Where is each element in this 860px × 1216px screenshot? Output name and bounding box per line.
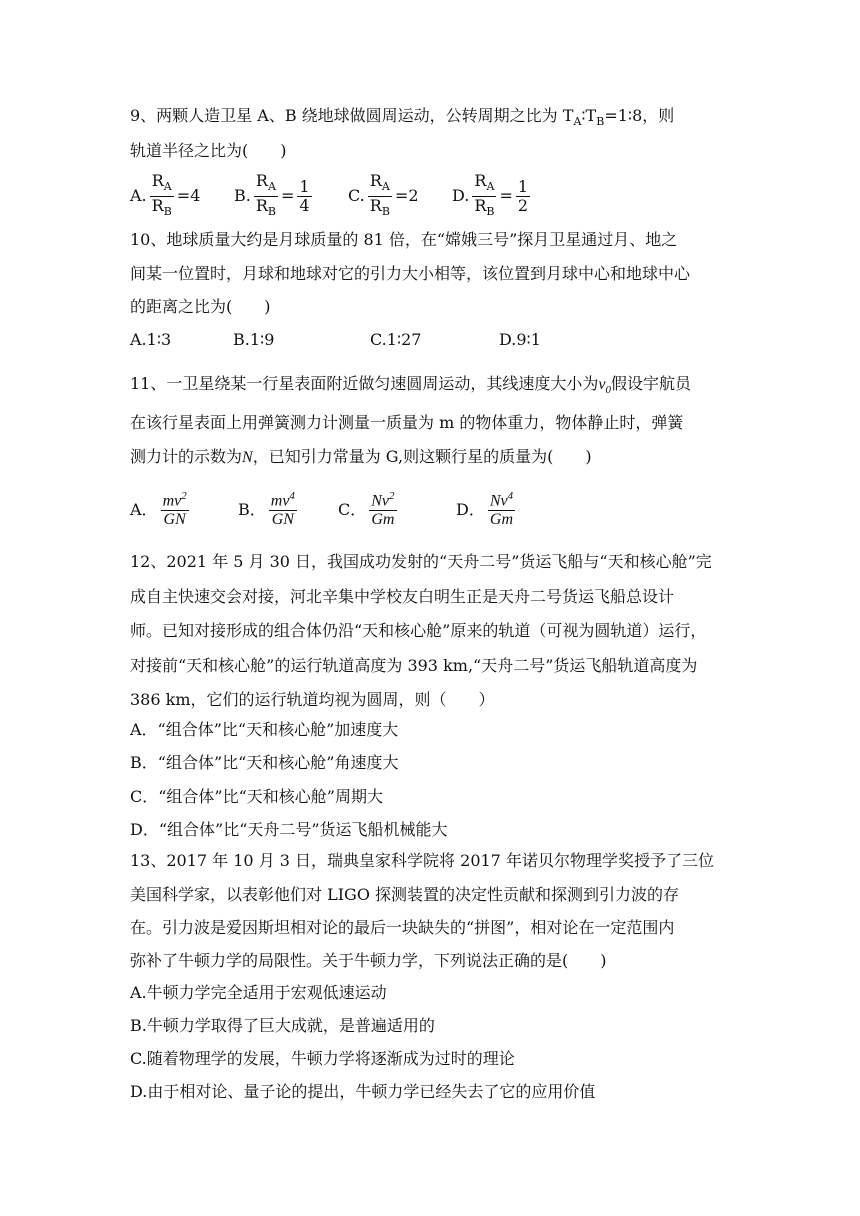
q10-stem-line-3: 的距离之比为( ) [130, 297, 271, 316]
q10-stem-line-2: 间某一位置时，月球和地球对它的引力大小相等，该位置到月球中心和地球中心 [130, 264, 691, 283]
q11-option-d: D． $\frac{Nv^4}{Gm}$ [456, 487, 518, 529]
q11-stem-line-3: 测力计的示数为N，已知引力常量为 G,则这颗行星的质量为( ) [130, 447, 592, 466]
q13-stem-line-1: 13、2017 年 10 月 3 日，瑞典皇家科学院将 2017 年诺贝尔物理学奖授予了三位 [130, 851, 714, 870]
q12-option-d: D．“组合体”比“天舟二号”货运飞船机械能大 [130, 820, 448, 839]
q11-stem-line-2: 在该行星表面上用弹簧测力计测量一质量为 m 的物体重力，物体静止时，弹簧 [130, 413, 684, 432]
q13-stem-line-4: 弥补了牛顿力学的局限性。关于牛顿力学，下列说法正确的是( ) [130, 951, 607, 970]
q9-stem-line-1: 9、两颗人造卫星 A、B 绕地球做圆周运动，公转周期之比为 $T_A∶T_B=1∶8$，则 [130, 106, 675, 129]
q10-stem-line-1: 10、地球质量大约是月球质量的 81 倍，在“嫦娥三号”探月卫星通过月、地之 [130, 230, 678, 249]
q11-option-b: B． $\frac{mv^4}{GN}$ [238, 487, 300, 529]
q11-option-c: C． $\frac{Nv^2}{Gm}$ [338, 487, 400, 529]
q13-option-a: A.牛顿力学完全适用于宏观低速运动 [130, 983, 387, 1002]
q13-option-c: C.随着物理学的发展，牛顿力学将逐渐成为过时的理论 [130, 1049, 515, 1068]
q11-option-a: A． $\frac{mv^2}{GN}$ [130, 487, 192, 529]
q12-stem-line-5: 386 km，它们的运行轨道均视为圆周，则（ ） [130, 690, 495, 709]
q9-option-c: C. $\frac{R_A}{R_B}$ =2 [348, 171, 419, 219]
q13-option-b: B.牛顿力学取得了巨大成就，是普遍适用的 [130, 1016, 435, 1035]
q12-option-a: A．“组合体”比“天和核心舱”加速度大 [130, 720, 399, 739]
q12-stem-line-2: 成自主快速交会对接，河北辛集中学校友白明生正是天舟二号货运飞船总设计 [130, 587, 675, 606]
q10-option-c: C.1∶27 [370, 330, 422, 349]
q10-option-d: D.9∶1 [499, 330, 541, 349]
q9-option-d: D. $\frac{R_A}{R_B}$ = $\frac{1}{2}$ [452, 171, 529, 219]
q10-option-b: B.1∶9 [233, 330, 275, 349]
q11-stem-line-1: 11、一卫星绕某一行星表面附近做匀速圆周运动，其线速度大小为$v_0$假设宇航员 [130, 374, 691, 397]
q9-option-a: A. $\frac{R_A}{R_B}$ =4 [130, 171, 201, 219]
q13-option-d: D.由于相对论、量子论的提出，牛顿力学已经失去了它的应用价值 [130, 1082, 596, 1101]
q12-stem-line-4: 对接前“天和核心舱”的运行轨道高度为 393 km,“天舟二号”货运飞船轨道高度为 [130, 656, 698, 675]
q13-stem-line-2: 美国科学家，以表彰他们对 LIGO 探测装置的决定性贡献和探测到引力波的存 [130, 885, 680, 904]
q12-option-c: C．“组合体”比“天和核心舱”周期大 [130, 787, 383, 806]
q10-option-a: A.1∶3 [130, 330, 172, 349]
q9-option-b: B. $\frac{R_A}{R_B}$ = $\frac{1}{4}$ [234, 171, 310, 219]
q13-stem-line-3: 在。引力波是爱因斯坦相对论的最后一块缺失的“拼图”，相对论在一定范围内 [130, 918, 675, 937]
q9-stem-line-2: 轨道半径之比为( ) [130, 141, 287, 160]
q12-option-b: B．“组合体”比“天和核心舱”角速度大 [130, 753, 399, 772]
q12-stem-line-3: 师。已知对接形成的组合体仍沿“天和核心舱”原来的轨道（可视为圆轨道）运行， [130, 621, 707, 640]
q12-stem-line-1: 12、2021 年 5 月 30 日，我国成功发射的“天舟二号”货运飞船与“天和核心舱”完 [130, 552, 712, 571]
